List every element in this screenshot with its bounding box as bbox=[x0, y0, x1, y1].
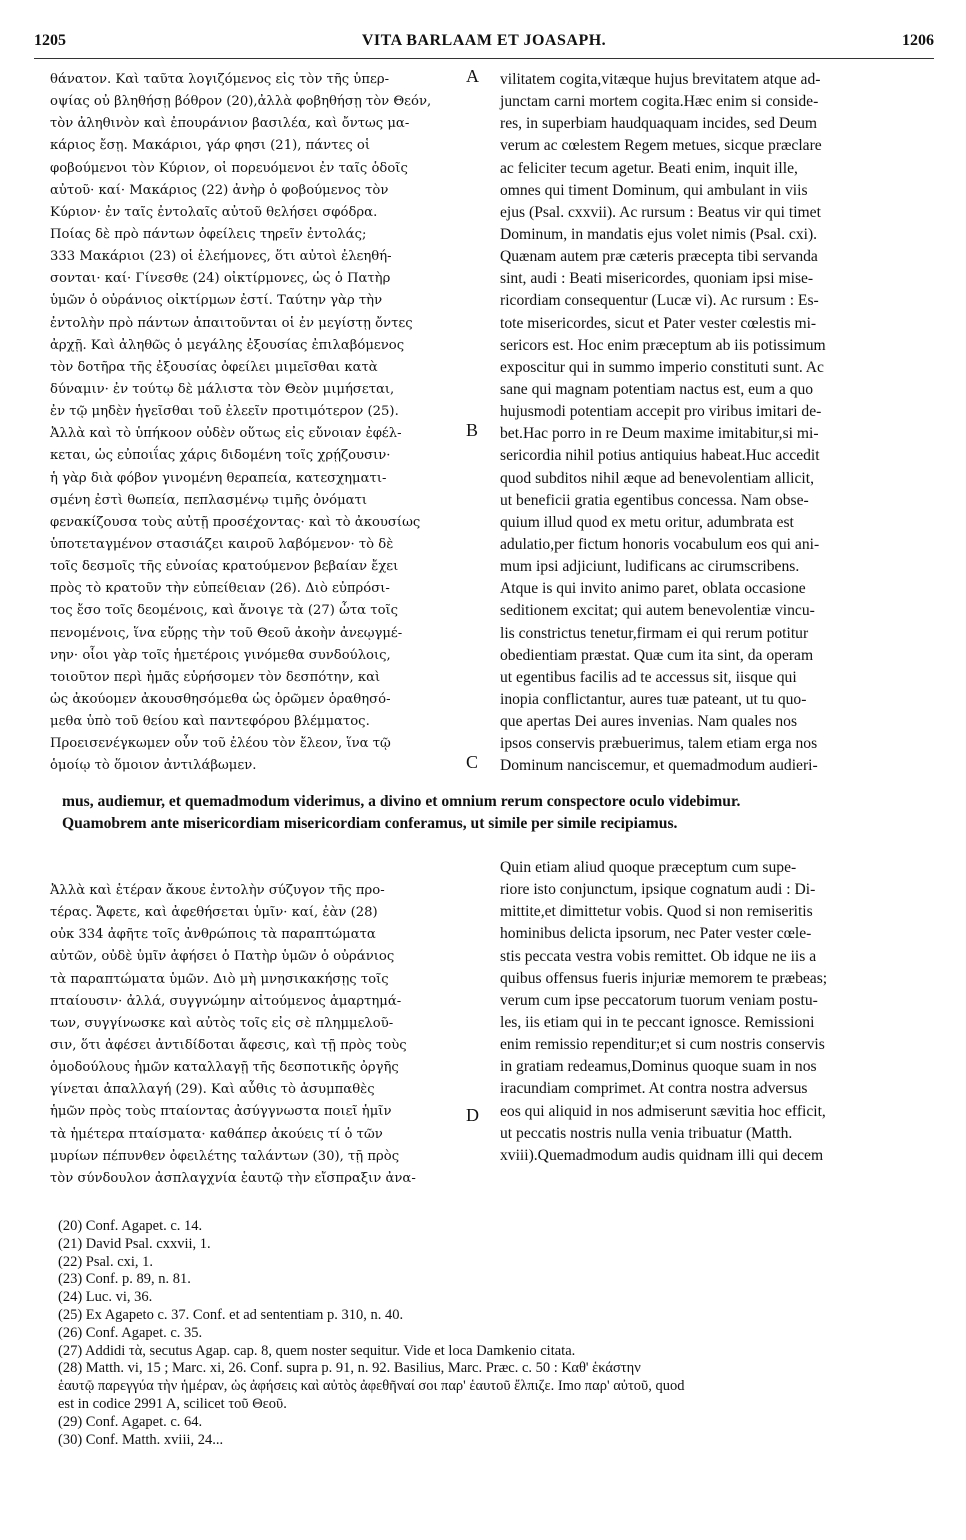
running-title: VITA BARLAAM ET JOASAPH. bbox=[361, 32, 607, 49]
greek-text-line: μυρίων πέπυνθεν ὀφειλέτης ταλάντων (30), τῇ πρὸς bbox=[50, 1148, 400, 1164]
margin-letter-c: C bbox=[466, 752, 479, 772]
footnote-line: (30) Conf. Matth. xviii, 24... bbox=[58, 1431, 224, 1448]
greek-text-line: οὐκ 334 ἀφῆτε τοῖς ἀνθρώποις τὰ παραπτώματα bbox=[50, 927, 376, 943]
footnote-line: (20) Conf. Agapet. c. 14. bbox=[58, 1218, 203, 1234]
greek-text-line: ὑμῶν ὁ οὐράνιος οἰκτίρμων ἐστί. Ταύτην γὰρ τὴν bbox=[50, 293, 383, 309]
latin-text-line: omnes qui timent Dominum, qui ambulant in viis bbox=[500, 181, 808, 199]
running-header bbox=[34, 32, 934, 56]
greek-text-line: αὐτῶν, οὐδὲ ὑμῖν ἀφήσει ὁ Πατὴρ ὑμῶν ὁ οὐράνιος bbox=[50, 949, 395, 965]
latin-text-line: riore isto conjunctum, ipsique cognatum audi : Di- bbox=[500, 881, 816, 899]
latin-text-line: hujusmodi potentiam accepit pro viribus imitari de- bbox=[500, 403, 822, 421]
greek-text-line: τέρας. Ἄφετε, καὶ ἀφεθήσεται ὑμῖν· καί, ἐὰν (28) bbox=[50, 905, 378, 921]
latin-text-line: hominibus delicta ipsorum, nec Pater vester cœle- bbox=[500, 925, 812, 943]
latin-text-line: verum cum ipse peccatorum tuorum veniam postu- bbox=[500, 991, 818, 1009]
latin-text-line: Quamobrem ante misericordiam misericordiam conferamus, ut simile per simile recipiamus. bbox=[62, 815, 678, 833]
footnote-line: (29) Conf. Agapet. c. 64. bbox=[58, 1413, 203, 1430]
greek-text-line: νην· οἷοι γὰρ τοῖς ἡμετέροις γινόμεθα συνδούλοις, bbox=[50, 647, 391, 663]
greek-text-line: τὸν ἀληθινὸν καὶ ἐπουράνιον βασιλέα, καὶ ὄντως μα- bbox=[50, 116, 410, 132]
greek-text-line: κάριος ἔσῃ. Μακάριοι, γάρ φησι (21), πάντες οἱ bbox=[50, 138, 371, 154]
latin-text-line: ut beneficii gratia egentibus concessa. Nam obse- bbox=[500, 491, 809, 509]
margin-letter-a: A bbox=[466, 66, 479, 86]
greek-text-line: οψίας οὐ βληθήσῃ βόθρον (20),ἀλλὰ φοβηθήσῃ τὸν Θεόν, bbox=[50, 94, 432, 110]
latin-text-line: que apertas Dei aures invenias. Nam quales nos bbox=[500, 713, 798, 731]
left-page-number: 1205 bbox=[34, 32, 66, 49]
footnote-line: ἑαυτῷ παρεγγύα τὴν ἡμέραν, ὡς ἀφήσεις καὶ αὐτὸς ἀφεθῆναί σοι παρ' ἑαυτοῦ ἔλπιζε. Imo παρ' αὐτοῦ, quod bbox=[58, 1378, 685, 1395]
greek-text-line: των, συγγίνωσκε καὶ αὐτὸς τοῖς εἰς σὲ πλημμελοῦ- bbox=[50, 1015, 394, 1031]
greek-text-line: Ἀλλὰ καὶ ἑτέραν ἄκουε ἐντολὴν σύζυγον τῆς προ- bbox=[50, 883, 385, 898]
latin-text-line: Dominum, in mandatis ejus volet nimis (Psal. cxi). bbox=[500, 225, 818, 243]
greek-text-line: ὑποτεταγμένον στασιάζει καιροῦ λαβόμενον· τὸ δὲ bbox=[50, 536, 394, 552]
latin-column-section-1 bbox=[500, 69, 936, 778]
latin-text-line: res, in superbiam haudquaquam incides, sed Deum bbox=[500, 115, 817, 133]
latin-text-line: mum ipsi adjiciunt, ludificans ac cirumscribens. bbox=[500, 558, 800, 576]
latin-text-line: ejus (Psal. cxxvii). Ac rursum : Beatus vir qui timet bbox=[500, 203, 821, 221]
footnote-line: (25) Ex Agapeto c. 37. Conf. et ad sententiam p. 310, n. 40. bbox=[58, 1306, 404, 1323]
greek-text-line: τος ἔσο τοῖς δεομένοις, καὶ ἄνοιγε τὰ (27) ὦτα τοῖς bbox=[50, 603, 399, 619]
latin-text-line: tote misericordes, sicut et Pater vester cœlestis mi- bbox=[500, 314, 817, 332]
greek-text-line: τὸν δοτῆρα τῆς ἐξουσίας ὀφείλει μιμεῖσθαι κατὰ bbox=[50, 359, 378, 375]
greek-text-line: μεθα ὑπὸ τοῦ θείου καὶ παντεφόρου βλέμματος. bbox=[50, 714, 370, 730]
greek-text-line: πενομένοις, ἵνα εὕρῃς τὴν τοῦ Θεοῦ ἀκοὴν ἀνεῳγμέ- bbox=[50, 625, 403, 641]
greek-text-line: Ποίας δὲ πρὸ πάντων ὀφείλεις τηρεῖν ἐντολάς; bbox=[50, 226, 367, 242]
footnote-line: (24) Luc. vi, 36. bbox=[58, 1289, 153, 1306]
latin-text-line: inopia conflictantur, aures tuæ pateant, ut tu quo- bbox=[500, 690, 807, 708]
greek-text-line: τὰ παραπτώματα ὑμῶν. Διὸ μὴ μνησικακήσῃς τοῖς bbox=[50, 971, 389, 987]
latin-text-line: verum ac cœlestem Regem metues, sicque præclare bbox=[500, 137, 822, 155]
greek-text-line: ἐν τῷ μηδὲν ἡγεῖσθαι τοῦ ἐλεεῖν προτιμότερον (25). bbox=[50, 404, 399, 420]
greek-text-line: ὁμοδούλους ἡμῶν καταλλαγῇ τῆς δεσποτικῆς ὀργῆς bbox=[50, 1060, 399, 1076]
footnote-line: est in codice 2991 A, scilicet τοῦ Θεοῦ. bbox=[58, 1395, 287, 1412]
greek-text-line: σονται· καί· Γίνεσθε (24) οἰκτίρμονες, ὡς ὁ Πατὴρ bbox=[50, 271, 391, 287]
greek-text-line: ὡς ἀκούομεν ἀκουσθησόμεθα ὡς ὁρῶμεν ὁραθησό- bbox=[50, 691, 391, 707]
latin-text-line: sint, audi : Beati misericordes, quoniam ipsi mise- bbox=[500, 270, 814, 288]
greek-text-line: ἡ γὰρ διὰ φόβον γινομένη θεραπεία, κατεσχηματι- bbox=[50, 470, 387, 486]
latin-text-line: sane qui magnam potentiam nactus est, eum a quo bbox=[500, 380, 814, 398]
latin-text-line: quibus offensus fueris injuriæ memorem te præbeas; bbox=[500, 969, 828, 987]
greek-text-line: 333 Μακάριοι (23) οἱ ἐλεήμονες, ὅτι αὐτοὶ ἐλεηθή- bbox=[50, 249, 392, 265]
greek-text-line: πρὸς τὸ κρατοῦν τὴν εὐπείθειαν (26). Διὸ εὐπρόσι- bbox=[50, 581, 390, 597]
latin-text-line: seditionem excitat; qui autem benevolentiæ vincu- bbox=[500, 602, 815, 620]
latin-text-line: junctam carni mortem cogita.Hæc enim si conside- bbox=[500, 93, 819, 111]
latin-text-line: mittite,et dimittetur vobis. Quod si non remiseritis bbox=[500, 903, 813, 921]
latin-text-line: Dominum nanciscemur, et quemadmodum audieri- bbox=[500, 757, 818, 775]
greek-text-line: Κύριον· ἐν ταῖς ἐντολαῖς αὐτοῦ θελήσει σφόδρα. bbox=[50, 204, 378, 220]
latin-text-line: lis constrictus tenetur,firmam ei qui rerum potitur bbox=[500, 624, 809, 642]
latin-text-line: les, iis etiam qui in te peccant ignosce. Remissioni bbox=[500, 1013, 815, 1031]
greek-text-line: ἡμῶν πρὸς τοὺς πταίοντας ἀσύγγνωστα ποιεῖ ἡμῖν bbox=[50, 1104, 392, 1120]
latin-text-line: bet.Hac porro in re Deum maxime imitabitur,si mi- bbox=[500, 425, 819, 443]
latin-text-line: exposcitur qui in summo imperio constituti sunt. Ac bbox=[500, 358, 824, 376]
greek-text-line: θάνατον. Καὶ ταῦτα λογιζόμενος εἰς τὸν τῆς ὑπερ- bbox=[50, 72, 390, 87]
greek-text-line: ὁμοίῳ τὸ ὅμοιον ἀντιλάβωμεν. bbox=[50, 758, 257, 774]
footnote-line: (23) Conf. p. 89, n. 81. bbox=[58, 1271, 191, 1288]
footnote-line: (27) Addidi τὰ, secutus Agap. cap. 8, quem noster sequitur. Vide et loca Damkenio citata. bbox=[58, 1342, 576, 1359]
latin-text-line: vilitatem cogita,vitæque hujus brevitatem atque ad- bbox=[500, 71, 821, 88]
latin-text-line: ut peccatis nostris nulla venia tribuatur (Matth. bbox=[500, 1124, 793, 1142]
latin-text-line: stis peccata vestra vobis remittet. Ob idque ne iis a bbox=[500, 947, 817, 965]
latin-text-line: iracundiam comprimet. At contra nostra adversus bbox=[500, 1080, 808, 1098]
greek-text-line: φενακίζουσα τοὺς αὐτῇ προσέχοντας· καὶ τὸ ἀκουσίως bbox=[50, 514, 421, 530]
greek-text-line: τὸν σύνδουλον ἀσπλαγχνία ἑαυτῷ τὴν εἴσπραξιν ἀνα- bbox=[50, 1170, 416, 1186]
latin-text-line: quium illud quod ex metu oritur, adumbrata est bbox=[500, 513, 794, 531]
latin-text-line: Quænam autem præ cæteris præcepta tibi servanda bbox=[500, 248, 818, 266]
latin-text-line: sericors est. Hoc enim præceptum ab iis potissimum bbox=[500, 336, 826, 354]
greek-text-line: ἀρχῇ. Καὶ ἀληθῶς ὁ μεγάλης ἐξουσίας ἐπιλαβόμενος bbox=[50, 337, 405, 353]
footnote-line: (22) Psal. cxi, 1. bbox=[58, 1253, 154, 1270]
greek-text-line: Προεισενέγκωμεν οὖν τοῦ ἐλέου τὸν ἔλεον, ἵνα τῷ bbox=[50, 736, 391, 752]
footnotes bbox=[58, 1218, 938, 1449]
margin-letter-b: B bbox=[466, 420, 479, 440]
greek-text-line: δύναμιν· ἐν τούτῳ δὲ μάλιστα τὸν Θεὸν μιμήσεται, bbox=[50, 381, 395, 397]
latin-text-line: Quin etiam aliud quoque præceptum cum supe- bbox=[500, 859, 797, 876]
greek-column-section-1 bbox=[50, 69, 480, 778]
greek-text-line: ἐντολὴν πρὸ πάντων ἀπαιτοῦνται οἱ ἐν μεγίστῃ ὄντες bbox=[50, 315, 413, 331]
greek-text-line: τοιοῦτον περὶ ἡμᾶς εὑρήσομεν τὸν δεσπότην, καὶ bbox=[50, 669, 381, 685]
latin-text-line: sericordia nihil potius antiquius habeat.Huc accedit bbox=[500, 447, 820, 465]
latin-text-line: ac feliciter tecum agetur. Beati enim, inquit ille, bbox=[500, 159, 798, 177]
latin-text-line: in gratiam redeamus,Dominus quoque suam in nos bbox=[500, 1058, 817, 1076]
greek-text-line: φοβούμενοι τὸν Κύριον, οἱ πορευόμενοι ἐν ταῖς ὁδοῖς bbox=[50, 160, 408, 176]
latin-text-line: mus, audiemur, et quemadmodum viderimus, a divino et omnium rerum conspectore oculo videbimur. bbox=[62, 793, 741, 810]
header-rule bbox=[34, 58, 934, 59]
greek-text-line: τοῖς δεσμοῖς τῆς εὐνοίας κρατούμενον βεβαίαν ἔχει bbox=[50, 559, 399, 575]
latin-text-line: adulatio,per fictum honoris vocabulum eos qui ani- bbox=[500, 535, 820, 553]
latin-text-line: quod subditos nihil æque ad benevolentiam allicit, bbox=[500, 469, 814, 487]
greek-text-line: Ἀλλὰ καὶ τὸ ὑπήκοον οὐδὲν οὕτως εἰς εὔνοιαν ἐφέλ- bbox=[50, 426, 402, 442]
latin-text-line: xviii).Quemadmodum audis quidnam illi qui decem bbox=[500, 1146, 824, 1164]
greek-text-line: σιν, ὅτι ἀφέσει ἀντιδίδοται ἄφεσις, καὶ τῇ πρὸς τοὺς bbox=[50, 1037, 407, 1053]
latin-text-line: eos qui aliquid in nos admiserunt sævitia hoc efficit, bbox=[500, 1102, 826, 1120]
greek-text-line: σμένη ἐστὶ θωπεία, πεπλασμένῳ τιμῆς ὀνόματι bbox=[50, 492, 368, 508]
right-page-number: 1206 bbox=[902, 32, 934, 49]
latin-text-line: ipsos conservis præbuerimus, talem etiam erga nos bbox=[500, 735, 818, 753]
greek-text-line: γίνεται ἀπαλλαγή (29). Καὶ αὖθις τὸ ἀσυμπαθὲς bbox=[50, 1082, 375, 1098]
latin-text-line: enim remissio rependitur;et si cum nostris conservis bbox=[500, 1036, 825, 1054]
margin-letter-d: D bbox=[466, 1105, 479, 1125]
greek-text-line: τὰ ἡμέτερα πταίσματα· καθάπερ ἀκούεις τί ὁ τῶν bbox=[50, 1126, 383, 1142]
latin-text-line: ut egentibus facilis ad te accessus sit, iisque qui bbox=[500, 668, 797, 686]
latin-text-line: Atque is qui invito animo paret, oblata occasione bbox=[500, 580, 806, 598]
greek-text-line: αὐτοῦ· καί· Μακάριος (22) ἀνὴρ ὁ φοβούμενος τὸν bbox=[50, 182, 389, 198]
greek-text-line: πταίουσιν· ἀλλά, συγγνώμην αἰτούμενος ἁμαρτημά- bbox=[50, 993, 402, 1009]
footnote-line: (28) Matth. vi, 15 ; Marc. xi, 26. Conf. supra p. 91, n. 92. Basilius, Marc. Præc. c. 50 : Καθ' ἑκάστην bbox=[58, 1360, 641, 1377]
greek-text-line: κεται, ὡς εὐποιΐας χάρις διδομένη τοῖς χρῄζουσιν· bbox=[50, 448, 391, 464]
latin-text-line: obedientiam præstat. Quæ cum ita sint, da operam bbox=[500, 646, 814, 664]
full-width-latin bbox=[62, 791, 934, 835]
greek-column-section-2 bbox=[50, 880, 480, 1190]
latin-text-line: ricordiam consequentur (Lucæ vi). Ac rursum : Es- bbox=[500, 292, 819, 310]
latin-column-section-2 bbox=[500, 857, 936, 1167]
footnote-line: (21) David Psal. cxxvii, 1. bbox=[58, 1235, 211, 1252]
footnote-line: (26) Conf. Agapet. c. 35. bbox=[58, 1324, 203, 1341]
